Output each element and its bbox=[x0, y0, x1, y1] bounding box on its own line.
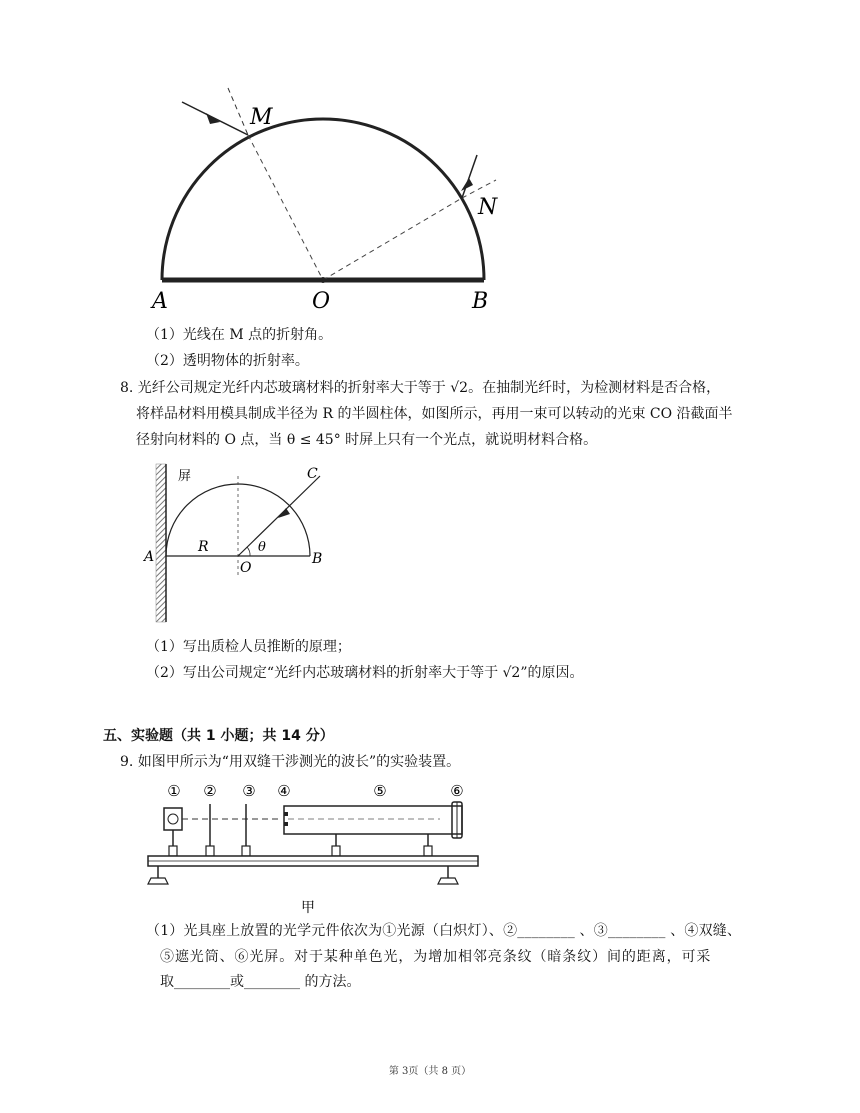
q8-line1: 8. 光纤公司规定光纤内芯玻璃材料的折射率大于等于 √2。在抽制光纤时，为检测材料是否合格， bbox=[120, 380, 721, 396]
bulb bbox=[168, 814, 178, 824]
element-2-holder bbox=[206, 846, 214, 856]
semicircle-refraction-figure bbox=[140, 80, 520, 320]
point-o bbox=[320, 277, 326, 283]
label-3: ③ bbox=[242, 782, 256, 800]
q9-line3: 取________或________ 的方法。 bbox=[160, 974, 361, 990]
element-3-holder bbox=[242, 846, 250, 856]
q7-sub1: （1）光线在 M 点的折射角。 bbox=[146, 327, 333, 343]
light-shield-tube bbox=[284, 806, 462, 834]
light-source bbox=[164, 808, 182, 830]
label-m: M bbox=[250, 105, 273, 130]
label-o: O bbox=[312, 289, 331, 314]
fig-caption: 甲 bbox=[301, 900, 315, 916]
source-holder bbox=[169, 846, 177, 856]
section-five-title: 五、实验题（共 1 小题；共 14 分） bbox=[103, 728, 334, 744]
ray-m-to-o bbox=[248, 135, 323, 280]
theta-arc bbox=[247, 547, 250, 556]
page-footer: 第 3页（共 8 页） bbox=[388, 1066, 472, 1077]
label-theta: θ bbox=[258, 540, 266, 555]
label-b: B bbox=[472, 289, 489, 314]
ray-o-to-n bbox=[323, 198, 462, 280]
q9-line2: ⑤遮光筒、⑥光屏。对于某种单色光，为增加相邻亮条纹（暗条纹）间的距离，可采 bbox=[160, 949, 712, 965]
q8-line2: 将样品材料用模具制成半径为 R 的半圆柱体，如图所示，再用一束可以转动的光束 CO 沿截面半 bbox=[136, 406, 733, 422]
q8-sub2: （2）写出公司规定“光纤内芯玻璃材料的折射率大于等于 √2”的原因。 bbox=[146, 665, 584, 681]
q8-line3: 径射向材料的 O 点，当 θ ≤ 45° 时屏上只有一个光点，就说明材料合格。 bbox=[136, 432, 598, 448]
label-5: ⑤ bbox=[373, 782, 387, 800]
label-c: C bbox=[307, 466, 318, 482]
normal-at-m bbox=[228, 88, 248, 135]
ray-co bbox=[238, 476, 320, 556]
q9-line1: （1）光具座上放置的光学元件依次为①光源（白炽灯）、②________ 、③________ 、④双缝、 bbox=[146, 923, 742, 939]
q7-sub2: （2）透明物体的折射率。 bbox=[146, 353, 309, 369]
optical-bench-figure bbox=[140, 778, 490, 918]
label-a: A bbox=[144, 549, 155, 565]
tube-post-1-holder bbox=[332, 846, 340, 856]
label-4: ④ bbox=[277, 782, 291, 800]
label-b: B bbox=[312, 551, 323, 567]
double-slit-top bbox=[284, 812, 288, 816]
semicircle-arc bbox=[162, 119, 484, 280]
emerging-arrow bbox=[461, 178, 473, 191]
foot-left bbox=[148, 878, 168, 884]
screen-hatch bbox=[156, 464, 166, 622]
label-r: R bbox=[198, 539, 209, 555]
label-2: ② bbox=[203, 782, 217, 800]
incident-arrow bbox=[206, 113, 220, 124]
double-slit-bottom bbox=[284, 822, 288, 826]
ray-arrow bbox=[278, 508, 290, 518]
label-screen: 屏 bbox=[178, 469, 192, 484]
label-1: ① bbox=[167, 782, 181, 800]
label-o: O bbox=[240, 560, 252, 576]
q8-sub1: （1）写出质检人员推断的原理； bbox=[146, 639, 351, 655]
q9-intro: 9. 如图甲所示为“用双缝干涉测光的波长”的实验装置。 bbox=[120, 754, 461, 770]
foot-right bbox=[438, 878, 458, 884]
label-6: ⑥ bbox=[450, 782, 464, 800]
incident-ray bbox=[182, 102, 248, 135]
label-a: A bbox=[152, 289, 168, 314]
semicylinder-screen-figure bbox=[140, 462, 340, 627]
label-n: N bbox=[478, 195, 498, 220]
tube-post-2-holder bbox=[424, 846, 432, 856]
emerging-ray bbox=[462, 155, 477, 198]
